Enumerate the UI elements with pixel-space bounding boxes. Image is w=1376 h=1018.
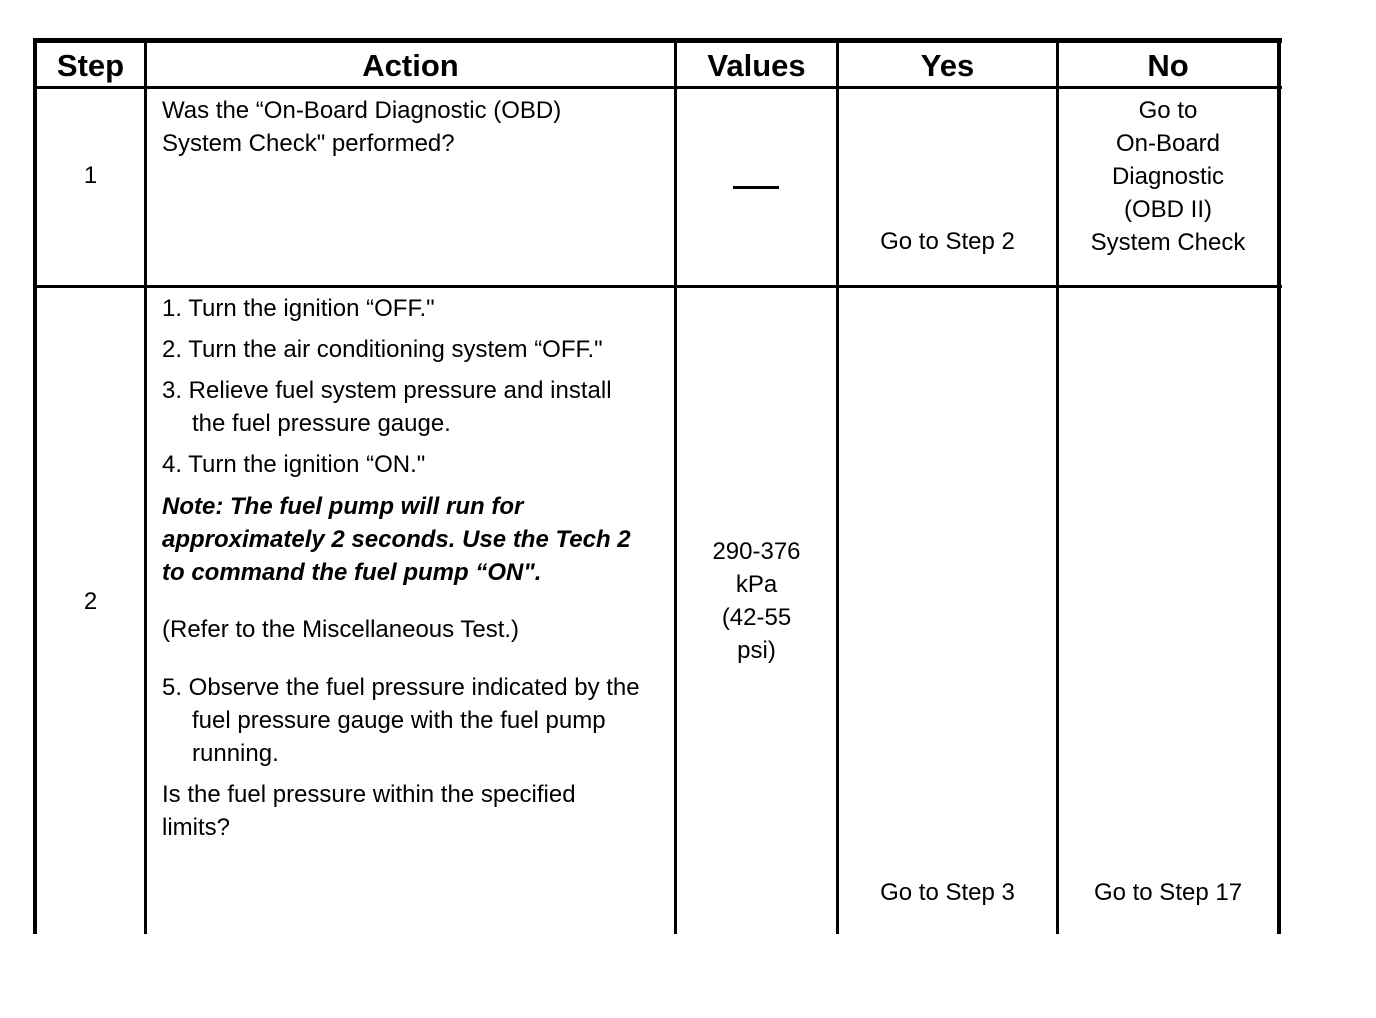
header-yes: Yes <box>920 48 975 83</box>
row-2-values <box>677 535 836 667</box>
header-step: Step <box>56 48 125 83</box>
row-2-reference: (Refer to the Miscellaneous Test.) <box>162 616 520 643</box>
row-1-no-line-1: Go to <box>1138 97 1198 124</box>
header-no: No <box>1147 48 1189 83</box>
row-2-value-line-4: psi) <box>737 637 776 664</box>
header-action: Action <box>362 48 459 83</box>
row-2-action-item-1: 1. Turn the ignition “OFF." <box>162 295 435 322</box>
column-rule-step-action <box>144 38 147 934</box>
row-2-step: 2 <box>83 588 98 615</box>
row-2-question: Is the fuel pressure within the specified limits? <box>162 781 576 841</box>
row-1-action-line-1: Was the “On-Board Diagnostic (OBD) <box>162 97 562 124</box>
row-2-action-item-4: 4. Turn the ignition “ON." <box>162 451 426 478</box>
row-1-bottom-rule <box>33 285 1282 288</box>
row-2-value-line-1: 290-376 <box>712 538 801 565</box>
row-1-action <box>162 94 672 160</box>
row-1-no <box>1059 94 1277 259</box>
row-2-note: Note: The fuel pump will run for approximately 2 seconds. Use the Tech 2 to command the fuel pump “ON". <box>162 493 631 586</box>
row-1-action-line-2: System Check" performed? <box>162 130 455 157</box>
row-1-value-dash <box>733 186 779 189</box>
header-values: Values <box>707 48 806 83</box>
row-1-no-line-4: (OBD II) <box>1124 196 1212 223</box>
row-1-step: 1 <box>83 162 98 189</box>
row-2-action-item-2: 2. Turn the air conditioning system “OFF." <box>162 336 603 363</box>
table-right-border <box>1277 38 1281 934</box>
column-rule-action-values <box>674 38 677 934</box>
row-2-value-line-3: (42-55 <box>721 604 792 631</box>
row-2-action-item-5: 5. Observe the fuel pressure indicated by the fuel pressure gauge with the fuel pump running. <box>162 674 640 767</box>
row-2-no: Go to Step 17 <box>1093 879 1243 906</box>
row-1-no-line-2: On-Board <box>1115 130 1221 157</box>
row-1-no-line-3: Diagnostic <box>1111 163 1225 190</box>
row-1-yes: Go to Step 2 <box>880 228 1015 255</box>
em-dash-mark <box>733 186 779 189</box>
row-1-no-line-5: System Check <box>1090 229 1246 256</box>
row-2-action-item-3: 3. Relieve fuel system pressure and install the fuel pressure gauge. <box>162 377 612 437</box>
row-2-action <box>162 292 650 844</box>
row-2-yes: Go to Step 3 <box>880 879 1015 906</box>
row-2-value-line-2: kPa <box>735 571 778 598</box>
column-rule-values-yes <box>836 38 839 934</box>
